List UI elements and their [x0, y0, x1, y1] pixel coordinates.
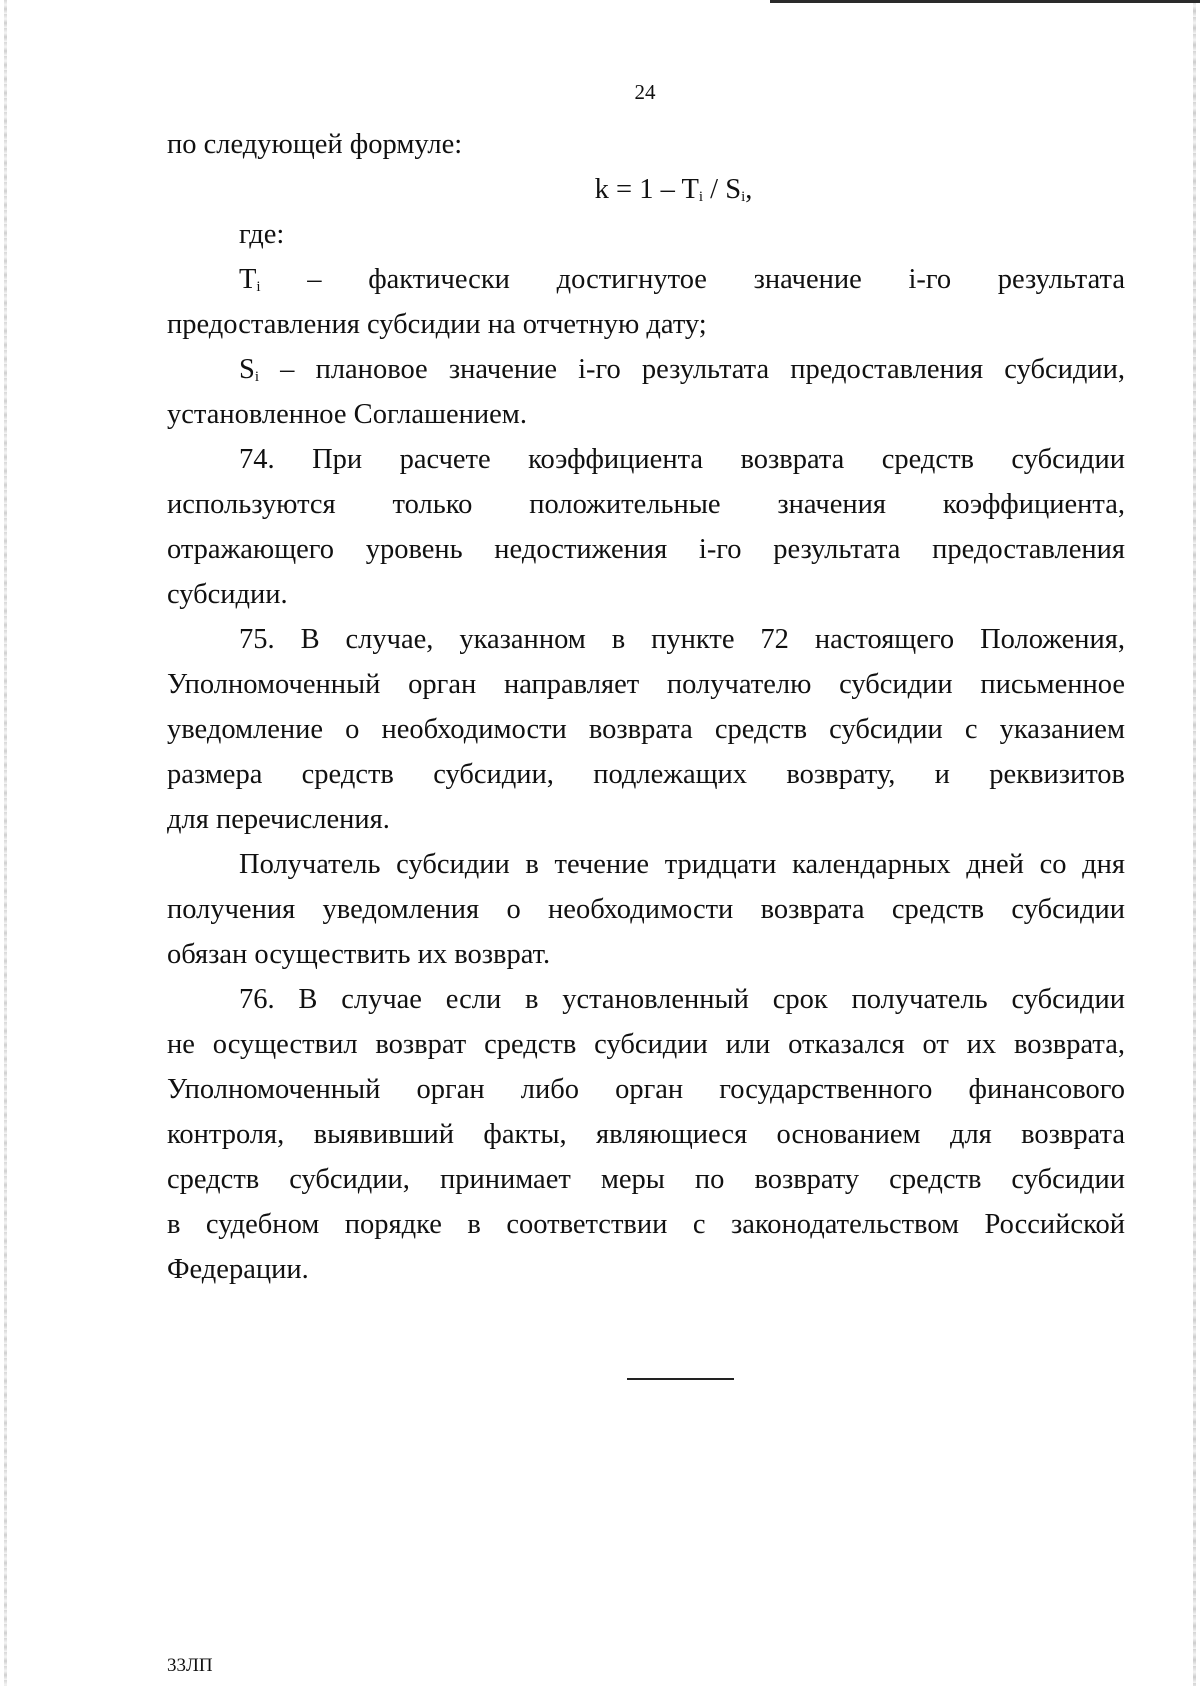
where-label: где: [239, 219, 285, 250]
scan-top-bar [770, 0, 1200, 3]
paragraph-76-line: в судебном порядке в соответствии с законодательством Российской [167, 1209, 1125, 1240]
def-s-line-1 [167, 347, 1125, 392]
scan-right-edge [1193, 0, 1196, 1686]
paragraph-76-line: Уполномоченный орган либо орган государственного финансового [167, 1074, 1125, 1105]
def-t-symbol [239, 257, 261, 302]
formula-tail: , [745, 174, 753, 205]
paragraph-76-line: не осуществил возврат средств субсидии или отказался от их возврата, [167, 1029, 1125, 1060]
def-s-sub: i [254, 369, 260, 385]
paragraph-74-line: 74. При расчете коэффициента возврата средств субсидии [239, 444, 1125, 475]
formula [167, 167, 1125, 212]
paragraph-75-line: размера средств субсидии, подлежащих возврату, и реквизитов [167, 759, 1125, 790]
paragraph-76-line: 76. В случае если в установленный срок получатель субсидии [239, 984, 1125, 1015]
def-t-line-2: предоставления субсидии на отчетную дату; [167, 309, 707, 340]
formula-sub-2: i [741, 189, 746, 205]
paragraph-76-line: Федерации. [167, 1254, 309, 1285]
document-body [167, 122, 1125, 1292]
formula-sub-1: i [698, 189, 704, 205]
def-s-text: – плановое значение i-го результата предоставления субсидии, [259, 354, 1125, 385]
def-t-letter: T [239, 264, 257, 295]
paragraph-75b-line: обязан осуществить их возврат. [167, 939, 551, 970]
formula-lead: по следующей формуле: [167, 129, 463, 160]
paragraph-76-line: контроля, выявивший факты, являющиеся основанием для возврата [167, 1119, 1125, 1150]
formula-lhs: k = 1 – T [594, 174, 699, 205]
end-of-text-rule [627, 1378, 734, 1380]
def-t-dash: – [307, 264, 322, 295]
paragraph-75b-line: получения уведомления о необходимости возврата средств субсидии [167, 894, 1125, 925]
scan-left-edge [4, 0, 7, 1686]
paragraph-75b-line: Получатель субсидии в течение тридцати календарных дней со дня [239, 849, 1125, 880]
footer-code: 33ЛП [167, 1655, 213, 1676]
def-t-line-1 [167, 257, 1125, 302]
paragraph-75-line: 75. В случае, указанном в пункте 72 настоящего Положения, [239, 624, 1125, 655]
formula-mid: / S [703, 174, 742, 205]
def-t-word-3: значение [753, 264, 862, 295]
def-t-sub: i [256, 279, 261, 295]
def-s-letter: S [239, 354, 255, 385]
paragraph-74-line: отражающего уровень недостижения i-го результата предоставления [167, 534, 1125, 565]
def-t-word-1: фактически [368, 264, 510, 295]
page-number: 24 [634, 80, 656, 104]
paragraph-75-line: Уполномоченный орган направляет получателю субсидии письменное [167, 669, 1125, 700]
def-t-word-4: i-го [908, 264, 952, 295]
paragraph-74-line: субсидии. [167, 579, 288, 610]
def-t-word-5: результата [997, 264, 1125, 295]
paragraph-74-line: используются только положительные значения коэффициента, [167, 489, 1125, 520]
paragraph-75-line: для перечисления. [167, 804, 390, 835]
paragraph-76-line: средств субсидии, принимает меры по возврату средств субсидии [167, 1164, 1125, 1195]
def-t-word-2: достигнутое [556, 264, 707, 295]
paragraph-75-line: уведомление о необходимости возврата средств субсидии с указанием [167, 714, 1125, 745]
def-s-line-2: установленное Соглашением. [167, 399, 527, 430]
